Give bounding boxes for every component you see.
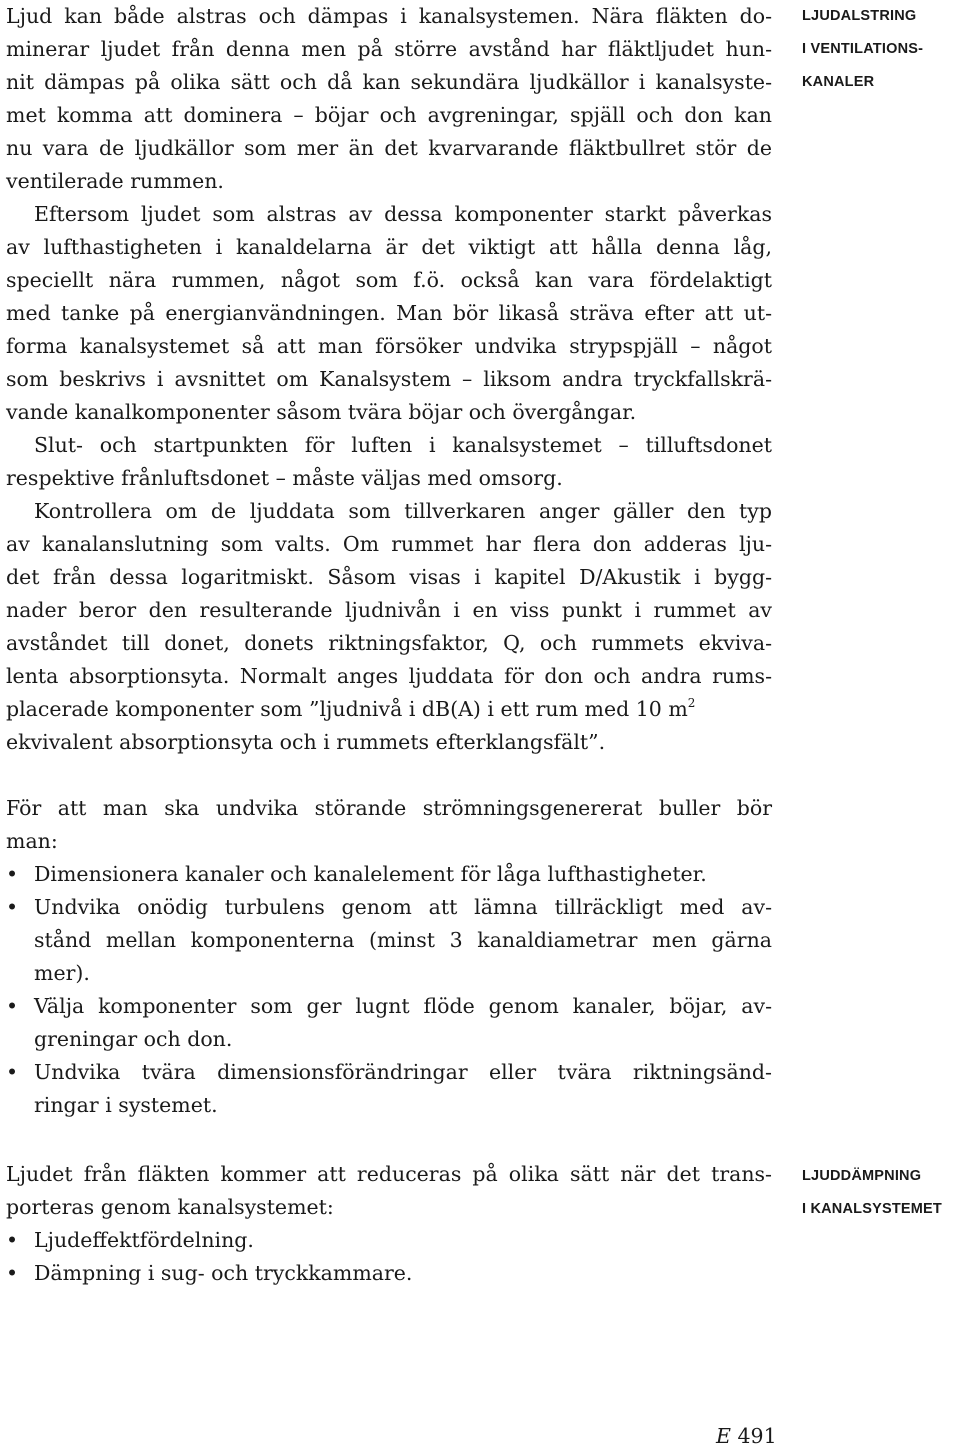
sidenote-ljudalstring-line-2: I VENTILATIONS- [802, 41, 924, 57]
bullet-4: • [6, 1060, 19, 1084]
bullet-2: • [6, 895, 19, 919]
superscript-2: 2 [687, 696, 696, 710]
sidenote-ljudalstring-line-1: LJUDALSTRING [802, 8, 917, 24]
bullet-4-line-2: ringar i systemet. [34, 1093, 218, 1117]
bullet-3-line-1: Välja komponenter som ger lugnt flöde genom kanaler, böjar, av- [34, 994, 772, 1018]
bullet-1-line-1: Dimensionera kanaler och kanalelement för låga lufthastigheter. [34, 862, 707, 886]
para4-line-5: avståndet till donet, donets riktningsfaktor, Q, och rummets ekviva- [6, 631, 772, 655]
para4-line-6: lenta absorptionsyta. Normalt anges ljuddata för don och andra rums- [6, 664, 772, 688]
para4-line-1: Kontrollera om de ljuddata som tillverkaren anger gäller den typ [34, 499, 772, 523]
bullet-6: • [6, 1261, 19, 1285]
sidenote-ljudalstring-line-3: KANALER [802, 74, 875, 90]
bullet-2-line-3: mer). [34, 961, 90, 985]
para4-line-8: ekvivalent absorptionsyta och i rummets efterklangsfält”. [6, 730, 606, 754]
bullet-2-line-2: stånd mellan komponenterna (minst 3 kanaldiametrar men gärna [34, 928, 772, 952]
para2-line-2: av lufthastigheten i kanaldelarna är det viktigt att hålla denna låg, [6, 235, 772, 259]
para4-line-3: det från dessa logaritmiskt. Såsom visas i kapitel D/Akustik i bygg- [6, 565, 772, 589]
para6-line-1: Ljudet från fläkten kommer att reduceras på olika sätt när det trans- [6, 1162, 772, 1186]
para2-line-7: vande kanalkomponenter såsom tvära böjar och övergångar. [6, 400, 637, 424]
sidenote-ljuddampning-line-1: LJUDDÄMPNING [802, 1168, 922, 1184]
para2-line-4: med tanke på energianvändningen. Man bör likaså sträva efter att ut- [6, 301, 772, 325]
para4-line-4: nader beror den resulterande ljudnivån i en viss punkt i rummet av [6, 598, 772, 622]
bullet-1: • [6, 862, 19, 886]
para1-line-5: nu vara de ljudkällor som mer än det kvarvarande fläktbullret stör de [6, 136, 772, 160]
para2-line-6: som beskrivs i avsnittet om Kanalsystem – liksom andra tryckfallskrä- [6, 367, 772, 391]
para1-line-1: Ljud kan både alstras och dämpas i kanalsystemen. Nära fläkten do- [6, 4, 772, 28]
bullet-6-line-1: Dämpning i sug- och tryckkammare. [34, 1261, 413, 1285]
bullet-5-line-1: Ljudeffektfördelning. [34, 1228, 254, 1252]
bullet-5: • [6, 1228, 19, 1252]
para3-line-1: Slut- och startpunkten för luften i kanalsystemet – tilluftsdonet [34, 433, 772, 457]
para6-line-2: porteras genom kanalsystemet: [6, 1195, 334, 1219]
para2-line-5: forma kanalsystemet så att man försöker undvika strypspjäll – något [6, 334, 772, 358]
para4-line-2: av kanalanslutning som valts. Om rummet har flera don adderas lju- [6, 532, 772, 556]
para1-line-2: minerar ljudet från denna men på större avstånd har fläktljudet hun- [6, 37, 772, 61]
para2-line-3: speciellt nära rummen, något som f.ö. också kan vara fördelaktigt [6, 268, 772, 292]
bullet-2-line-1: Undvika onödig turbulens genom att lämna tillräckligt med av- [34, 895, 772, 919]
bullet-4-line-1: Undvika tvära dimensionsförändringar eller tvära riktningsänd- [34, 1060, 772, 1084]
sidenote-ljuddampning-line-2: I KANALSYSTEMET [802, 1201, 942, 1217]
page-number [716, 1420, 777, 1453]
para5-line-1: För att man ska undvika störande strömningsgenererat buller bör [6, 796, 772, 820]
para4-line-7 [6, 693, 772, 726]
para2-line-1: Eftersom ljudet som alstras av dessa komponenter starkt påverkas [34, 202, 772, 226]
para1-line-6: ventilerade rummen. [6, 169, 224, 193]
folio-letter: E [716, 1424, 731, 1448]
para1-line-4: met komma att dominera – böjar och avgreningar, spjäll och don kan [6, 103, 772, 127]
para1-line-3: nit dämpas på olika sätt och då kan sekundära ljudkällor i kanalsyste- [6, 70, 772, 94]
para4-line-7-text: placerade komponenter som ”ljudnivå i dB(A) i ett rum med 10 m [6, 697, 688, 721]
bullet-3-line-2: greningar och don. [34, 1027, 233, 1051]
bullet-3: • [6, 994, 19, 1018]
folio-number: 491 [737, 1424, 777, 1448]
para3-line-2: respektive frånluftsdonet – måste väljas med omsorg. [6, 466, 563, 490]
para5-line-2: man: [6, 829, 58, 853]
